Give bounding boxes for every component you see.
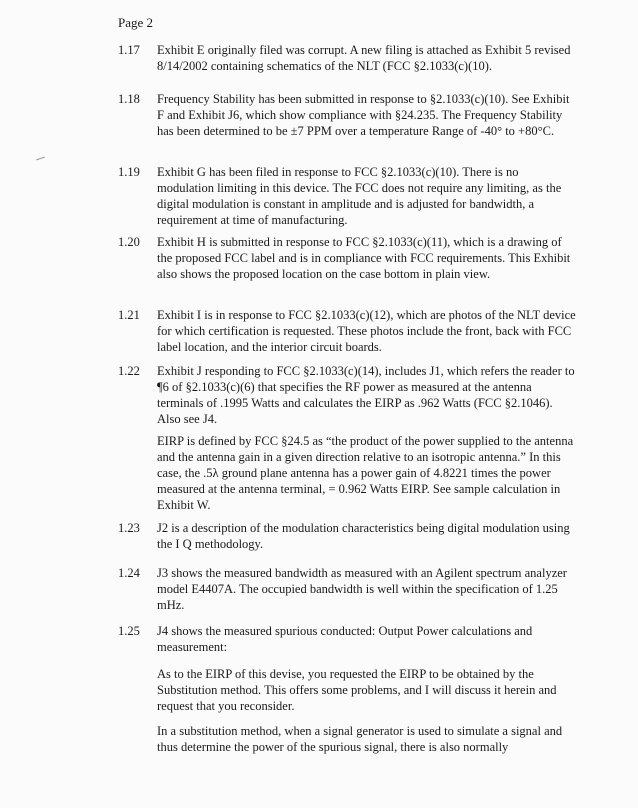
section-number-1-18: 1.18: [118, 92, 140, 106]
page-number: Page 2: [118, 15, 154, 30]
section-number-1-19: 1.19: [118, 165, 140, 179]
section-text-1-18: Frequency Stability has been submitted in response to §2.1033(c)(10). See Exhibit F and Exhibit J6, which show compliance with §24.235. The Frequency Stability has been determined to be ±7 PPM over a temperature Range of -40° to +80°C.: [157, 92, 570, 138]
section-text-1-19: Exhibit G has been filed in response to FCC §2.1033(c)(10). There is no modulation limiting in this device. The FCC does not require any limiting, as the digital modulation is constant in amplitude and is adjusted for bandwidth, a requirement at time of manufacturing.: [157, 165, 562, 227]
section-text-1-24: J3 shows the measured bandwidth as measured with an Agilent spectrum analyzer model E4407A. The occupied bandwidth is well within the specification of 1.25 mHz.: [157, 566, 567, 612]
section-number-1-17: 1.17: [118, 43, 140, 57]
section-number-1-25: 1.25: [118, 624, 140, 638]
eirp-definition-paragraph: EIRP is defined by FCC §24.5 as “the product of the power supplied to the antenna and the antenna gain in a given direction relative to an isotropic antenna.” In this case, the .5λ ground plane antenna has a power gain of 4.8221 times the power measured at the antenna terminal, = 0.962 Watts EIRP. See sample calculation in Exhibit W.: [157, 434, 574, 512]
section-number-1-21: 1.21: [118, 308, 140, 322]
section-number-1-20: 1.20: [118, 235, 140, 249]
section-text-1-21: Exhibit I is in response to FCC §2.1033(c)(12), which are photos of the NLT device for which certification is requested. These photos include the front, back with FCC label location, and the interior circuit boards.: [157, 308, 576, 354]
section-number-1-24: 1.24: [118, 566, 140, 580]
substitution-method-paragraph: In a substitution method, when a signal generator is used to simulate a signal and thus determine the power of the spurious signal, there is also normally: [157, 724, 563, 754]
section-text-1-25: J4 shows the measured spurious conducted: Output Power calculations and measurement:: [157, 624, 533, 654]
section-text-1-23: J2 is a description of the modulation characteristics being digital modulation using the I Q methodology.: [157, 521, 570, 551]
scan-speck: [36, 157, 45, 161]
section-number-1-22: 1.22: [118, 364, 140, 378]
section-text-1-20: Exhibit H is submitted in response to FCC §2.1033(c)(11), which is a drawing of the proposed FCC label and is in compliance with FCC requirements. This Exhibit also shows the proposed location on the case bottom in plain view.: [157, 235, 571, 281]
section-text-1-22: Exhibit J responding to FCC §2.1033(c)(14), includes J1, which refers the reader to ¶6 of §2.1033(c)(6) that specifies the RF power as measured at the antenna terminals of .1995 Watts and calculates the EIRP as .962 Watts (FCC §2.1046). Also see J4.: [157, 364, 575, 426]
section-text-1-17: Exhibit E originally filed was corrupt. A new filing is attached as Exhibit 5 revised 8/14/2002 containing schematics of the NLT (FCC §2.1033(c)(10).: [157, 43, 571, 73]
section-number-1-23: 1.23: [118, 521, 140, 535]
substitution-request-paragraph: As to the EIRP of this devise, you requested the EIRP to be obtained by the Substitution method. This offers some problems, and I will discuss it herein and request that you reconsider.: [157, 667, 557, 713]
